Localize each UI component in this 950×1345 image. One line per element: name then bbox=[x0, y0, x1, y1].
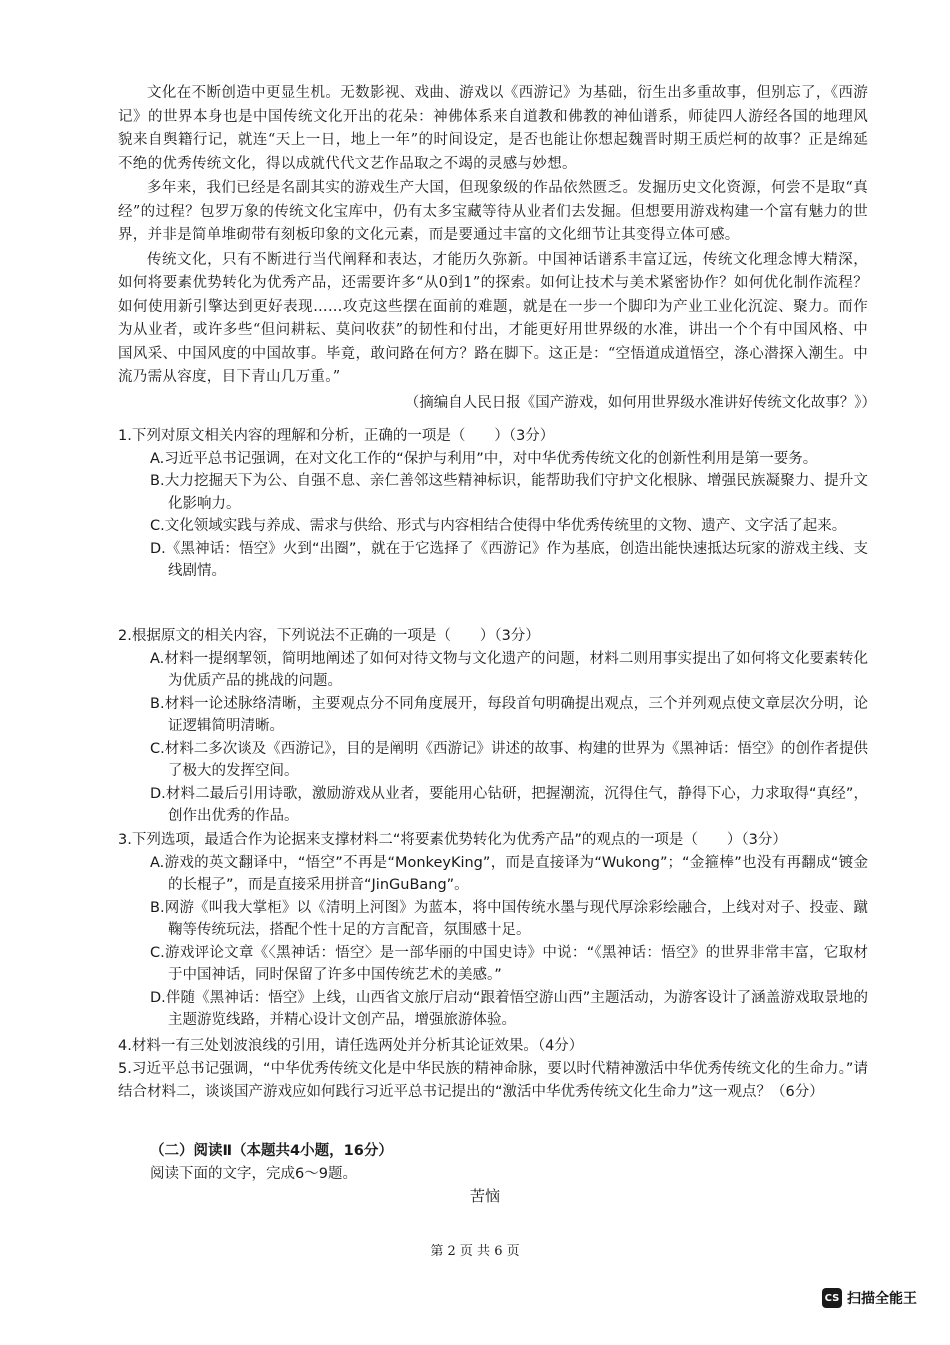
question-1-option-b: B.大力挖掘天下为公、自强不息、亲仁善邻这些精神标识，能帮助我们守护文化根脉、增强民族凝聚力、提升文化影响力。 bbox=[150, 473, 868, 512]
scanner-watermark-text: 扫描全能王 bbox=[847, 1291, 917, 1307]
question-1-option-d: D.《黑神话：悟空》火到“出圈”，就在于它选择了《西游记》作为基底，创造出能快速抵达玩家的游戏主线、支线剧情。 bbox=[150, 540, 868, 579]
question-2-option-d: D.材料二最后引用诗歌，激励游戏从业者，要能用心钻研，把握潮流，沉得住气，静得下心，力求取得“真经”，创作出优秀的作品。 bbox=[150, 785, 868, 824]
question-3-stem: 3.下列选项，最适合作为论据来支撑材料二“将要素优势转化为优秀产品”的观点的一项是（ ）（3分） bbox=[118, 832, 787, 848]
question-4-stem: 4.材料一有三处划波浪线的引用，请任选两处并分析其论证效果。（4分） bbox=[118, 1038, 584, 1054]
question-3-option-c: C.游戏评论文章《〈黑神话：悟空〉是一部华丽的中国史诗》中说：“《黑神话：悟空》的世界非常丰富，它取材于中国神话，同时保留了许多中国传统艺术的美感。” bbox=[150, 944, 868, 983]
passage-paragraph-1: 文化在不断创造中更显生机。无数影视、戏曲、游戏以《西游记》为基础，衍生出多重故事，但别忘了，《西游记》的世界本身也是中国传统文化开出的花朵：神佛体系来自道教和佛教的神仙谱系，师徒四人游经各国的地理风貌来自舆籍行记，就连“天上一日，地上一年”的时间设定，是否也能让你想起魏晋时期王质烂柯的故事？正是绵延不绝的优秀传统文化，得以成就代代文艺作品取之不竭的灵感与妙想。 bbox=[118, 85, 868, 172]
passage-paragraph-3: 传统文化，只有不断进行当代阐释和表达，才能历久弥新。中国神话谱系丰富辽远，传统文化理念博大精深，如何将要素优势转化为优秀产品，还需要许多“从0到1”的探索。如何让技术与美术紧密协作？如何优化制作流程？如何使用新引擎达到更好表现……攻克这些摆在面前的难题，就是在一步一个脚印为产业工业化沉淀、聚力。而作为从业者，或许多些“但问耕耘、莫问收获”的韧性和付出，才能更好用世界级的水准，讲出一个个有中国风格、中国风采、中国风度的中国故事。毕竟，敢问路在何方？路在脚下。这正是：“空悟道成道悟空，涤心潜探入潮生。中流乃需从容度，目下青山几万重。” bbox=[118, 251, 868, 385]
scanner-logo-icon: CS bbox=[822, 1288, 842, 1308]
question-1-stem: 1.下列对原文相关内容的理解和分析，正确的一项是（ ）（3分） bbox=[118, 428, 555, 444]
question-3-option-a: A.游戏的英文翻译中，“悟空”不再是“MonkeyKing”，而是直接译为“Wukong”；“金箍棒”也没有再翻成“镀金的长棍子”，而是直接采用拼音“JinGuBang”。 bbox=[150, 854, 868, 893]
scanner-watermark bbox=[822, 1288, 917, 1308]
question-5 bbox=[118, 1058, 868, 1103]
page-number: 第 2 页 共 6 页 bbox=[430, 1244, 520, 1259]
question-1-option-c: C.文化领域实践与养成、需求与供给、形式与内容相结合使得中华优秀传统里的文物、遗产、文字活了起来。 bbox=[150, 518, 847, 534]
passage-source: （摘编自人民日报《国产游戏，如何用世界级水准讲好传统文化故事？》） bbox=[404, 394, 876, 411]
question-2-option-a: A.材料一提纲挈领，简明地阐述了如何对待文物与文化遗产的问题，材料二则用事实提出了如何将文化要素转化为优质产品的挑战的问题。 bbox=[150, 650, 868, 689]
section-2-title: （二）阅读Ⅱ（本题共4小题，16分） bbox=[150, 1143, 393, 1159]
question-3-option-d: D.伴随《黑神话：悟空》上线，山西省文旅厅启动“跟着悟空游山西”主题活动，为游客设计了涵盖游戏取景地的主题游览线路，并精心设计文创产品，增强旅游体验。 bbox=[150, 989, 868, 1028]
story-title: 苦恼 bbox=[470, 1187, 501, 1205]
question-1 bbox=[118, 425, 868, 583]
passage-paragraph-2: 多年来，我们已经是名副其实的游戏生产大国，但现象级的作品依然匮乏。发掘历史文化资源，何尝不是取“真经”的过程？包罗万象的传统文化宝库中，仍有太多宝藏等待从业者们去发掘。但想要用游戏构建一个富有魅力的世界，并非是简单堆砌带有刻板印象的文化元素，而是要通过丰富的文化细节让其变得立体可感。 bbox=[118, 180, 868, 243]
question-4 bbox=[118, 1035, 868, 1058]
reading-passage bbox=[118, 82, 876, 415]
question-2 bbox=[118, 625, 868, 828]
question-2-stem: 2.根据原文的相关内容，下列说法不正确的一项是（ ）（3分） bbox=[118, 628, 540, 644]
question-2-option-b: B.材料一论述脉络清晰，主要观点分不同角度展开，每段首句明确提出观点，三个并列观点使文章层次分明，论证逻辑简明清晰。 bbox=[150, 695, 868, 734]
question-2-option-c: C.材料二多次谈及《西游记》，目的是阐明《西游记》讲述的故事、构建的世界为《黑神话：悟空》的创作者提供了极大的发挥空间。 bbox=[150, 740, 868, 779]
question-5-stem: 5.习近平总书记强调，“中华优秀传统文化是中华民族的精神命脉，要以时代精神激活中华优秀传统文化的生命力。”请结合材料二，谈谈国产游戏应如何践行习近平总书记提出的“激活中华优秀传统文化生命力”这一观点？（6分） bbox=[118, 1061, 868, 1100]
section-2-instruction: 阅读下面的文字，完成6～9题。 bbox=[150, 1166, 357, 1182]
question-3-option-b: B.网游《叫我大掌柜》以《清明上河图》为蓝本，将中国传统水墨与现代厚涂彩绘融合，上线对对子、投壶、蹴鞠等传统玩法，搭配个性十足的方言配音，氛围感十足。 bbox=[150, 899, 868, 938]
question-3 bbox=[118, 829, 868, 1032]
question-1-option-a: A.习近平总书记强调，在对文化工作的“保护与利用”中，对中华优秀传统文化的创新性利用是第一要务。 bbox=[150, 450, 818, 467]
